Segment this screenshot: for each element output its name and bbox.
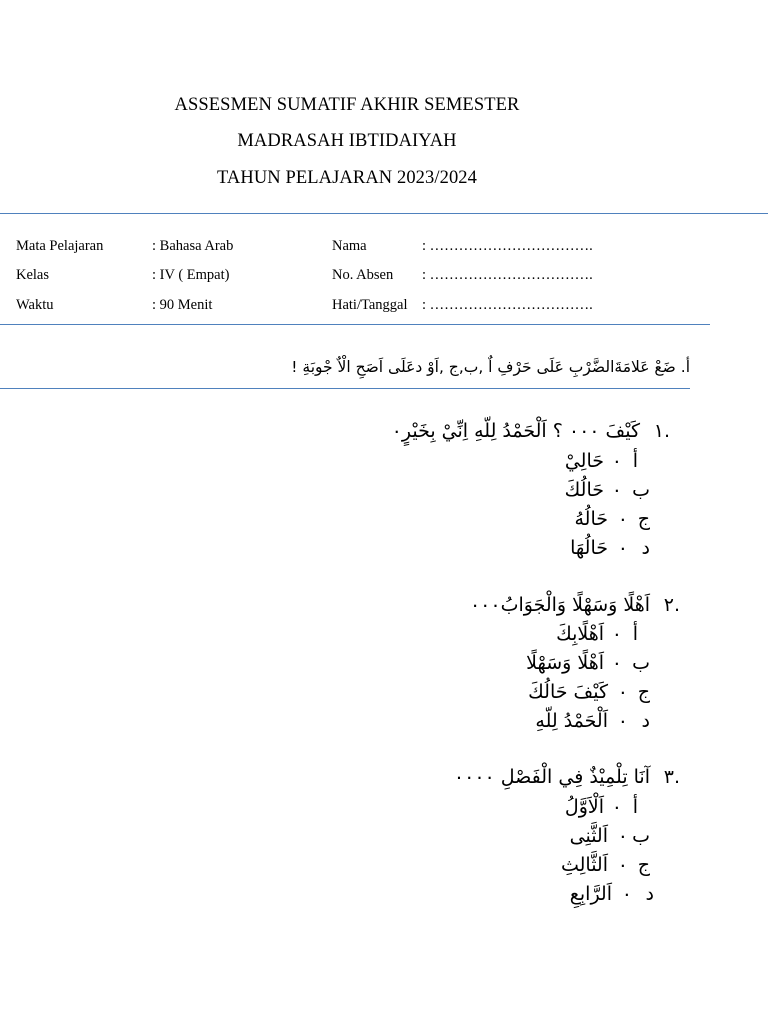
option-letter[interactable]: د — [645, 883, 654, 905]
class-value: : IV ( Empat) — [152, 267, 230, 283]
option-answer[interactable]: اَلْحَمْدُ لِلّهِ — [535, 710, 608, 732]
absen-label: No. Absen — [332, 267, 394, 283]
option-separator: ٠ — [617, 854, 628, 876]
option-answer[interactable]: حَالُهَا — [570, 537, 608, 559]
school-name: MADRASAH IBTIDAIYAH — [237, 131, 457, 151]
option-separator: ٠ — [611, 652, 622, 674]
name-field[interactable]: : ……………………………. — [422, 238, 593, 254]
option-answer[interactable]: اَلرَّابِعِ — [569, 883, 612, 905]
option-separator: ٠ — [617, 825, 628, 847]
option-separator: ٠ — [611, 450, 622, 472]
option-separator: ٠ — [617, 710, 628, 732]
option-letter[interactable]: ب — [632, 479, 650, 501]
option-letter[interactable]: ج — [637, 854, 650, 876]
header-divider — [0, 213, 768, 214]
academic-year: TAHUN PELAJARAN 2023/2024 — [216, 168, 478, 188]
question-text: اَهْلًا وَسَهْلًا وَالْجَوَابُ٠٠٠ — [469, 594, 650, 616]
option-answer[interactable]: اَهْلًابِكَ — [556, 623, 604, 645]
option-letter[interactable]: د — [641, 710, 650, 732]
time-value: : 90 Menit — [152, 297, 213, 313]
option-answer[interactable]: حَالِيْ — [564, 450, 604, 472]
option-separator: ٠ — [611, 796, 622, 818]
date-label: Hati/Tanggal — [332, 297, 408, 313]
option-letter[interactable]: أ — [632, 796, 638, 818]
question-number: ٣. — [663, 766, 680, 788]
option-answer[interactable]: اَلثَّنِى — [569, 825, 608, 847]
instruction-underline — [0, 388, 690, 389]
option-answer[interactable]: اَهْلًا وَسَهْلًا — [526, 652, 604, 674]
option-answer[interactable]: حَالُهُ — [574, 508, 608, 530]
exam-title: ASSESMEN SUMATIF AKHIR SEMESTER — [174, 95, 520, 115]
option-letter[interactable]: أ — [632, 623, 638, 645]
date-field[interactable]: : ……………………………. — [422, 297, 593, 313]
name-label: Nama — [332, 238, 367, 254]
info-divider — [0, 324, 710, 325]
instruction-text: أ. ضَعْ عَلامَةَالضَّرْبِ عَلَى حَرْفِ اٌ ,ب,ج ,اَوْ دعَلَى اَصَحِ الْاٌ جْوبَةِ ! — [291, 358, 690, 376]
subject-label: Mata Pelajaran — [16, 238, 104, 254]
time-label: Waktu — [16, 297, 54, 313]
question-text: آنَا تِلْمِيْذٌ فِي الْفَصْلِ ٠٠٠٠ — [453, 766, 650, 788]
option-letter[interactable]: د — [641, 537, 650, 559]
option-separator: ٠ — [617, 537, 628, 559]
option-letter[interactable]: أ — [632, 450, 638, 472]
question-number: ١. — [653, 420, 670, 442]
option-separator: ٠ — [611, 479, 622, 501]
option-letter[interactable]: ج — [637, 681, 650, 703]
option-letter[interactable]: ج — [637, 508, 650, 530]
option-answer[interactable]: اَلثَّالِثِ — [560, 854, 608, 876]
question-text: كَيْفَ ٠٠٠ ؟ اَلْحَمْدُ لِلّهِ اِنِّيْ بِخَيْرٍ٠ — [391, 420, 640, 442]
option-answer[interactable]: حَالُكَ — [564, 479, 604, 501]
class-label: Kelas — [16, 267, 50, 283]
subject-value: : Bahasa Arab — [152, 238, 234, 254]
question-number: ٢. — [663, 594, 680, 616]
option-separator: ٠ — [621, 883, 632, 905]
option-separator: ٠ — [617, 681, 628, 703]
absen-field[interactable]: : ……………………………. — [422, 267, 593, 283]
option-answer[interactable]: كَيْفَ حَالُكَ — [528, 681, 608, 703]
option-separator: ٠ — [611, 623, 622, 645]
option-letter[interactable]: ب — [632, 825, 650, 847]
option-letter[interactable]: ب — [632, 652, 650, 674]
option-separator: ٠ — [617, 508, 628, 530]
option-answer[interactable]: اَلْاَوَّلُ — [564, 796, 604, 818]
